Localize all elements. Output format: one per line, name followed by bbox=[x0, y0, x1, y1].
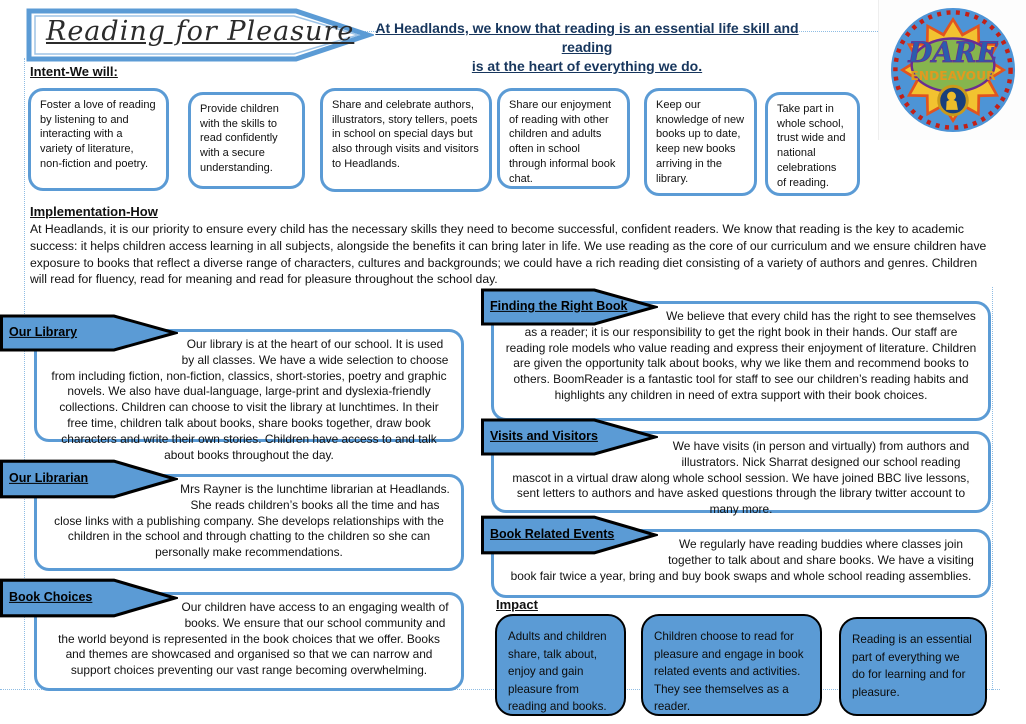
section-finding-right-book-text: We believe that every child has the right to see themselves as a reader; it is our responsibility to get the right book in their hands. Our staff are reading role models who value reading and express their enjoyment of literature. Children are given the opportunity talk about books, why we like them and recommend books to others. BoomReader is a fantastic tool for staff to see our children’s reading habits and highlights any children in need of extra support with their book choices. bbox=[505, 309, 977, 403]
intent-box-1-text: Foster a love of reading by listening to and interacting with a variety of literature, non-fiction and poetry. bbox=[40, 99, 156, 170]
mission-line1: At Headlands, we know that reading is an essential life skill and reading bbox=[375, 20, 799, 55]
implementation-text: At Headlands, it is our priority to ensure every child has the necessary skills they need to become successful, confident readers. We know that reading is the key to academic success: it helps children access learning in all subjects, alongside the benefits it can bring later in life. We use reading as the core of our curriculum and we ensure children have exposure to books that reflect a diverse range of characters, cultures and backgrounds; we could have a rich reading diet consisting of a variety of authors and genres. Children will read for fluency, read for meaning and read for pleasure throughout the school day. bbox=[30, 222, 987, 287]
mission-line2: is at the heart of everything we do. bbox=[471, 57, 703, 74]
impact-box-1-text: Adults and children share, talk about, enjoy and gain pleasure from reading and books. bbox=[508, 630, 607, 714]
section-our-library-banner bbox=[0, 313, 178, 353]
title-banner bbox=[26, 8, 374, 62]
impact-box-3-text: Reading is an essential part of everything we do for learning and for pleasure. bbox=[852, 633, 972, 699]
section-book-related-events-banner bbox=[481, 514, 658, 556]
section-our-library-text: Our library is at the heart of our school. It is used by all classes. We have a wide selection to choose from including fiction, non-fiction, classics, short-stories, poetry and graphic novels. We also have dual-language, large-print and dyslexia-friendly collections. Children can choose to visit the library at lunchtimes. In their free time, children talk about books, share books together, draw book characters and write their own stories. Children have access to and talk about books throughout the day. bbox=[51, 337, 449, 462]
section-finding-right-book-label: Finding the Right Book bbox=[490, 298, 628, 313]
intent-box-5-text: Keep our knowledge of new books up to date, keep new books arriving in the library. bbox=[656, 99, 745, 185]
intent-box-4 bbox=[497, 88, 630, 189]
school-logo bbox=[878, 0, 1026, 140]
impact-box-1 bbox=[495, 614, 626, 716]
section-book-choices-banner bbox=[0, 577, 178, 619]
section-book-related-events-label: Book Related Events bbox=[490, 526, 615, 541]
intent-box-3 bbox=[320, 88, 492, 192]
impact-box-2 bbox=[641, 614, 822, 716]
section-visits-visitors-text: We have visits (in person and virtually) from authors and illustrators. Nick Sharrat designed our school reading mascot in a virtual draw along whole school session. We have joined BBC live lessons, sent letters to authors and have asked questions through the library twitter account to many more. bbox=[512, 439, 970, 517]
section-visits-visitors-label: Visits and Visitors bbox=[490, 428, 598, 443]
implementation-heading: Implementation-How bbox=[30, 204, 158, 219]
guide-right-vertical bbox=[992, 287, 993, 690]
intent-box-5 bbox=[644, 88, 757, 196]
section-our-library-label: Our Library bbox=[9, 324, 78, 339]
mission-statement bbox=[370, 19, 804, 76]
intent-heading: Intent-We will: bbox=[30, 64, 118, 79]
logo-badge-svg bbox=[889, 6, 1017, 134]
intent-box-4-text: Share our enjoyment of reading with other children and adults often in school through informal book chat. bbox=[509, 99, 616, 185]
intent-box-6 bbox=[765, 92, 860, 196]
intent-box-2 bbox=[188, 92, 305, 189]
intent-box-6-text: Take part in whole school, trust wide and national celebrations of reading. bbox=[777, 103, 846, 189]
logo-text-endeavour: ENDEAVOUR bbox=[910, 68, 996, 83]
intent-box-2-text: Provide children with the skills to read confidently with a secure understanding. bbox=[200, 103, 279, 174]
guide-header-right bbox=[794, 31, 878, 32]
intent-box-3-text: Share and celebrate authors, illustrators, story tellers, poets in school on special days but also through visits and visitors to Headlands. bbox=[332, 99, 479, 170]
section-visits-visitors-banner bbox=[481, 417, 658, 457]
intent-box-1 bbox=[28, 88, 169, 191]
section-finding-right-book-banner bbox=[481, 287, 658, 327]
section-book-choices-label: Book Choices bbox=[9, 589, 93, 604]
impact-heading: Impact bbox=[496, 597, 538, 612]
section-book-related-events-text: We regularly have reading buddies where classes join together to talk about and share books. We have a visiting book fair twice a year, bring and buy book swaps and whole school reading assemblies. bbox=[510, 537, 974, 583]
section-our-librarian-label: Our Librarian bbox=[9, 470, 89, 485]
impact-box-2-text: Children choose to read for pleasure and engage in book related events and activities. They see themselves as a reader. bbox=[654, 630, 804, 714]
page-title: Reading for Pleasure bbox=[46, 16, 355, 47]
logo-text-dare: DARE bbox=[908, 37, 998, 70]
impact-box-3 bbox=[839, 617, 987, 716]
section-book-choices-text: Our children have access to an engaging wealth of books. We ensure that our school community and the world beyond is represented in the book choices that we offer. Books and themes are showcased and organised so that we can narrow and support choices preventing our vast range becoming overwhelming. bbox=[58, 600, 449, 678]
section-our-librarian-banner bbox=[0, 458, 178, 500]
section-our-librarian-text: Mrs Rayner is the lunchtime librarian at Headlands. She reads children’s books all the time and has close links with a publishing company. She develops relationships with the children in the school and through chatting to the children so she can personally make recommendations. bbox=[54, 482, 450, 560]
